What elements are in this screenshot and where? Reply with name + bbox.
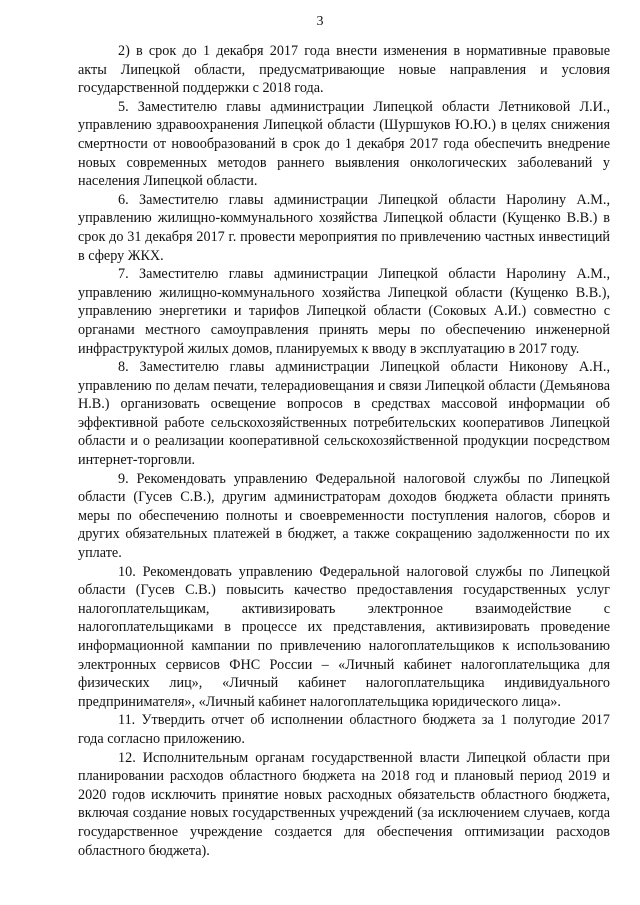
page-number: 3 — [316, 14, 324, 29]
paragraph-12: 12. Исполнительным органам государственной власти Липецкой области при планировании расходов областного бюджета на 2018 год и плановый период 2019 и 2020 годов исключить принятие новых расходных обязательств областного бюджета, включая создание новых государственных учреждений (за исключением случаев, когда государственное учреждение создается для обеспечения оптимизации расходов областного бюджета). — [78, 749, 610, 859]
paragraph-6: 6. Заместителю главы администрации Липецкой области Наролину А.М., управлению жилищно-коммунального хозяйства Липецкой области (Кущенко В.В.) в срок до 31 декабря 2017 г. провести мероприятия по привлечению частных инвестиций в сферу ЖКХ. — [78, 191, 610, 264]
paragraph-10: 10. Рекомендовать управлению Федеральной налоговой службы по Липецкой области (Гусев С.В.) повысить качество предоставления государственных услуг налогоплательщикам, активизировать электронное взаимодействие с налогоплательщиками в процессе их представления, активизировать проведение информационной кампании по привлечению налогоплательщиков к использованию электронных сервисов ФНС России – «Личный кабинет налогоплательщика для физических лиц», «Личный кабинет налогоплательщика индивидуального предпринимателя», «Личный кабинет налогоплательщика юридического лица». — [78, 563, 610, 710]
document-body — [78, 42, 610, 860]
paragraph-9: 9. Рекомендовать управлению Федеральной налоговой службы по Липецкой области (Гусев С.В.), другим администраторам доходов бюджета области принять меры по обеспечению полноты и своевременности поступления налогов, сборов и других обязательных платежей в бюджет, а также сокращению задолженности по их уплате. — [78, 470, 610, 562]
paragraph-2-subitem: 2) в срок до 1 декабря 2017 года внести изменения в нормативные правовые акты Липецкой области, предусматривающие новые направления и условия государственной поддержки с 2018 года. — [78, 43, 610, 97]
paragraph-11: 11. Утвердить отчет об исполнении областного бюджета за 1 полугодие 2017 года согласно приложению. — [78, 712, 610, 747]
paragraph-8: 8. Заместителю главы администрации Липецкой области Никонову А.Н., управлению по делам печати, телерадиовещания и связи Липецкой области (Демьянова Н.В.) организовать освещение вопросов в средствах массовой информации об эффективной работе сельскохозяйственных потребительских кооперативов Липецкой области и о реализации кооперативной сельскохозяйственной продукции посредством интернет-торговли. — [78, 359, 610, 469]
paragraph-7: 7. Заместителю главы администрации Липецкой области Наролину А.М., управлению жилищно-коммунального хозяйства Липецкой области (Кущенко В.В.), управлению энергетики и тарифов Липецкой области (Соковых А.И.) совместно с органами местного самоуправления принять меры по обеспечению инженерной инфраструктурой жилых домов, планируемых к вводу в эксплуатацию в 2017 году. — [78, 266, 610, 357]
paragraph-5: 5. Заместителю главы администрации Липецкой области Летниковой Л.И., управлению здравоохранения Липецкой области (Шуршуков Ю.Ю.) в целях снижения смертности от новообразований в срок до 1 декабря 2017 года обеспечить внедрение новых современных методов раннего выявления онкологических заболеваний у населения Липецкой области. — [78, 98, 610, 190]
